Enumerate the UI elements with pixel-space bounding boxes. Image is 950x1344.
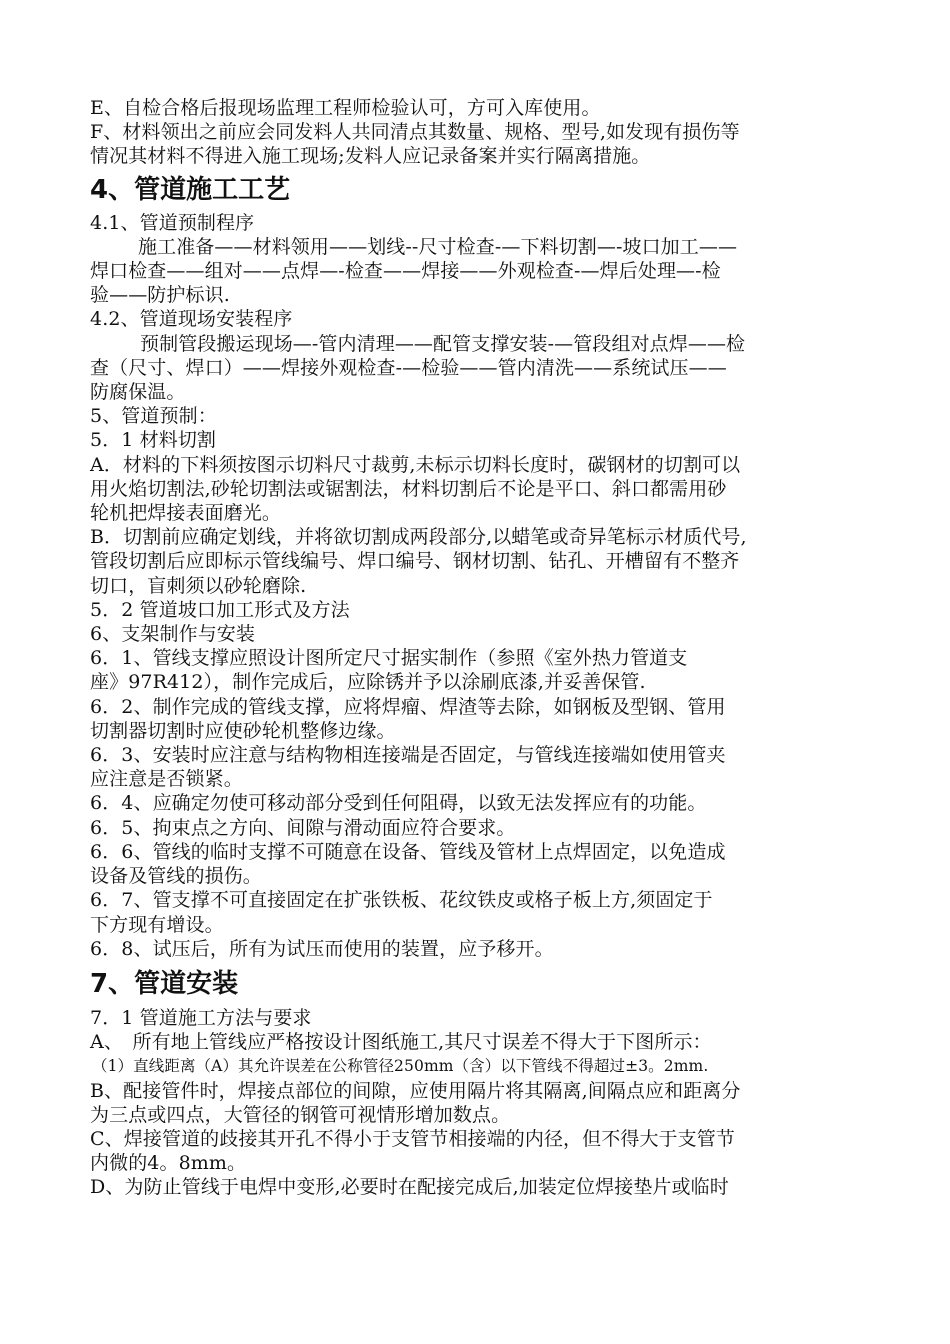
text-line: 6．8、试压后，所有为试压而使用的装置，应予移开。 [90, 937, 554, 960]
text-line: 防腐保温。 [90, 381, 186, 404]
text-line: 6．5、拘束点之方向、间隙与滑动面应符合要求。 [90, 816, 516, 839]
text-line: 内微的4。8mm。 [90, 1152, 247, 1175]
text-line: B、配接管件时，焊接点部位的间隙，应使用隔片将其隔离,间隔点应和距离分 [90, 1079, 741, 1102]
text-line: 情况其材料不得进入施工现场;发料人应记录备案并实行隔离措施。 [90, 145, 651, 168]
document-page [90, 96, 862, 1200]
section-heading: 7、管道安装 [90, 968, 239, 999]
text-line: 为三点或四点，大管径的钢管可视情形增加数点。 [90, 1103, 511, 1126]
text-line: 6．4、应确定勿使可移动部分受到任何阻碍，以致无法发挥应有的功能。 [90, 792, 707, 815]
text-line: D、为防止管线于电焊中变形,必要时在配接完成后,加装定位焊接垫片或临时 [90, 1176, 729, 1199]
text-line: 焊口检查——组对——点焊—-检查——焊接——外观检查-—焊后处理—-检 [90, 260, 721, 283]
text-line: 用火焰切割法,砂轮切割法或锯割法，材料切割后不论是平口、斜口都需用砂 [90, 477, 727, 500]
text-line: B．切割前应确定划线，并将欲切割成两段部分,以蜡笔或奇异笔标示材质代号, [90, 526, 747, 549]
text-line: 6、支架制作与安装 [90, 623, 255, 646]
text-line: 切口，盲刺须以砂轮磨除. [90, 574, 307, 597]
text-line: A、 所有地上管线应严格按设计图纸施工,其尺寸误差不得大于下图所示： [90, 1031, 712, 1054]
text-line: 5、管道预制： [90, 405, 217, 428]
text-line: 座》97R412），制作完成后，应除锈并予以涂刷底漆,并妥善保管. [90, 671, 646, 694]
text-line: 查（尺寸、焊口）——焊接外观检查-—检验——管内清洗——系统试压—— [90, 356, 727, 379]
text-line: 6．1、管线支撑应照设计图所定尺寸据实制作（参照《室外热力管道支 [90, 647, 688, 670]
text-line: （1）直线距离（A）其允许误差在公称管径250mm（含）以下管线不得超过±3。2mm. [92, 1057, 709, 1076]
text-line: 预制管段搬运现场—-管内清理——配管支撑安装-—管段组对点焊——检 [140, 332, 746, 355]
text-line: 6．6、管线的临时支撑不可随意在设备、管线及管材上点焊固定，以免造成 [90, 840, 726, 863]
text-line: 6．7、管支撑不可直接固定在扩张铁板、花纹铁皮或格子板上方,须固定于 [90, 889, 713, 912]
text-line: 7．1 管道施工方法与要求 [90, 1006, 312, 1029]
text-line: 验——防护标识. [90, 284, 230, 307]
text-line: 设备及管线的损伤。 [90, 865, 262, 888]
text-line: A．材料的下料须按图示切料尺寸裁剪,未标示切料长度时，碳钢材的切割可以 [90, 453, 741, 476]
text-line: 5．1 材料切割 [90, 429, 217, 452]
text-line: 4.1、管道预制程序 [90, 211, 255, 234]
text-line: 切割器切割时应使砂轮机整修边缘。 [90, 719, 396, 742]
text-line: 下方现有增设。 [90, 913, 224, 936]
text-line: E、自检合格后报现场监理工程师检验认可，方可入库使用。 [90, 97, 601, 119]
text-line: C、焊接管道的歧接其开孔不得小于支管节相接端的内径，但不得大于支管节 [90, 1127, 735, 1150]
text-line: 4.2、管道现场安装程序 [90, 308, 293, 331]
text-line: 6．2、制作完成的管线支撑，应将焊瘤、焊渣等去除，如钢板及型钢、管用 [90, 695, 726, 718]
text-line: 应注意是否锁紧。 [90, 768, 243, 791]
text-line: 5．2 管道坡口加工形式及方法 [90, 598, 350, 621]
text-line: 6．3、安装时应注意与结构物相连接端是否固定，与管线连接端如使用管夹 [90, 744, 726, 767]
text-line: F、材料领出之前应会同发料人共同清点其数量、规格、型号,如发现有损伤等 [90, 121, 740, 144]
text-line: 轮机把焊接表面磨光。 [90, 502, 282, 525]
section-heading: 4、管道施工工艺 [90, 174, 291, 205]
text-line: 施工准备——材料领用——划线--尺寸检查-—下料切割—-坡口加工—— [138, 235, 738, 258]
text-line: 管段切割后应即标示管线编号、焊口编号、钢材切割、钻孔、开槽留有不整齐 [90, 550, 740, 573]
